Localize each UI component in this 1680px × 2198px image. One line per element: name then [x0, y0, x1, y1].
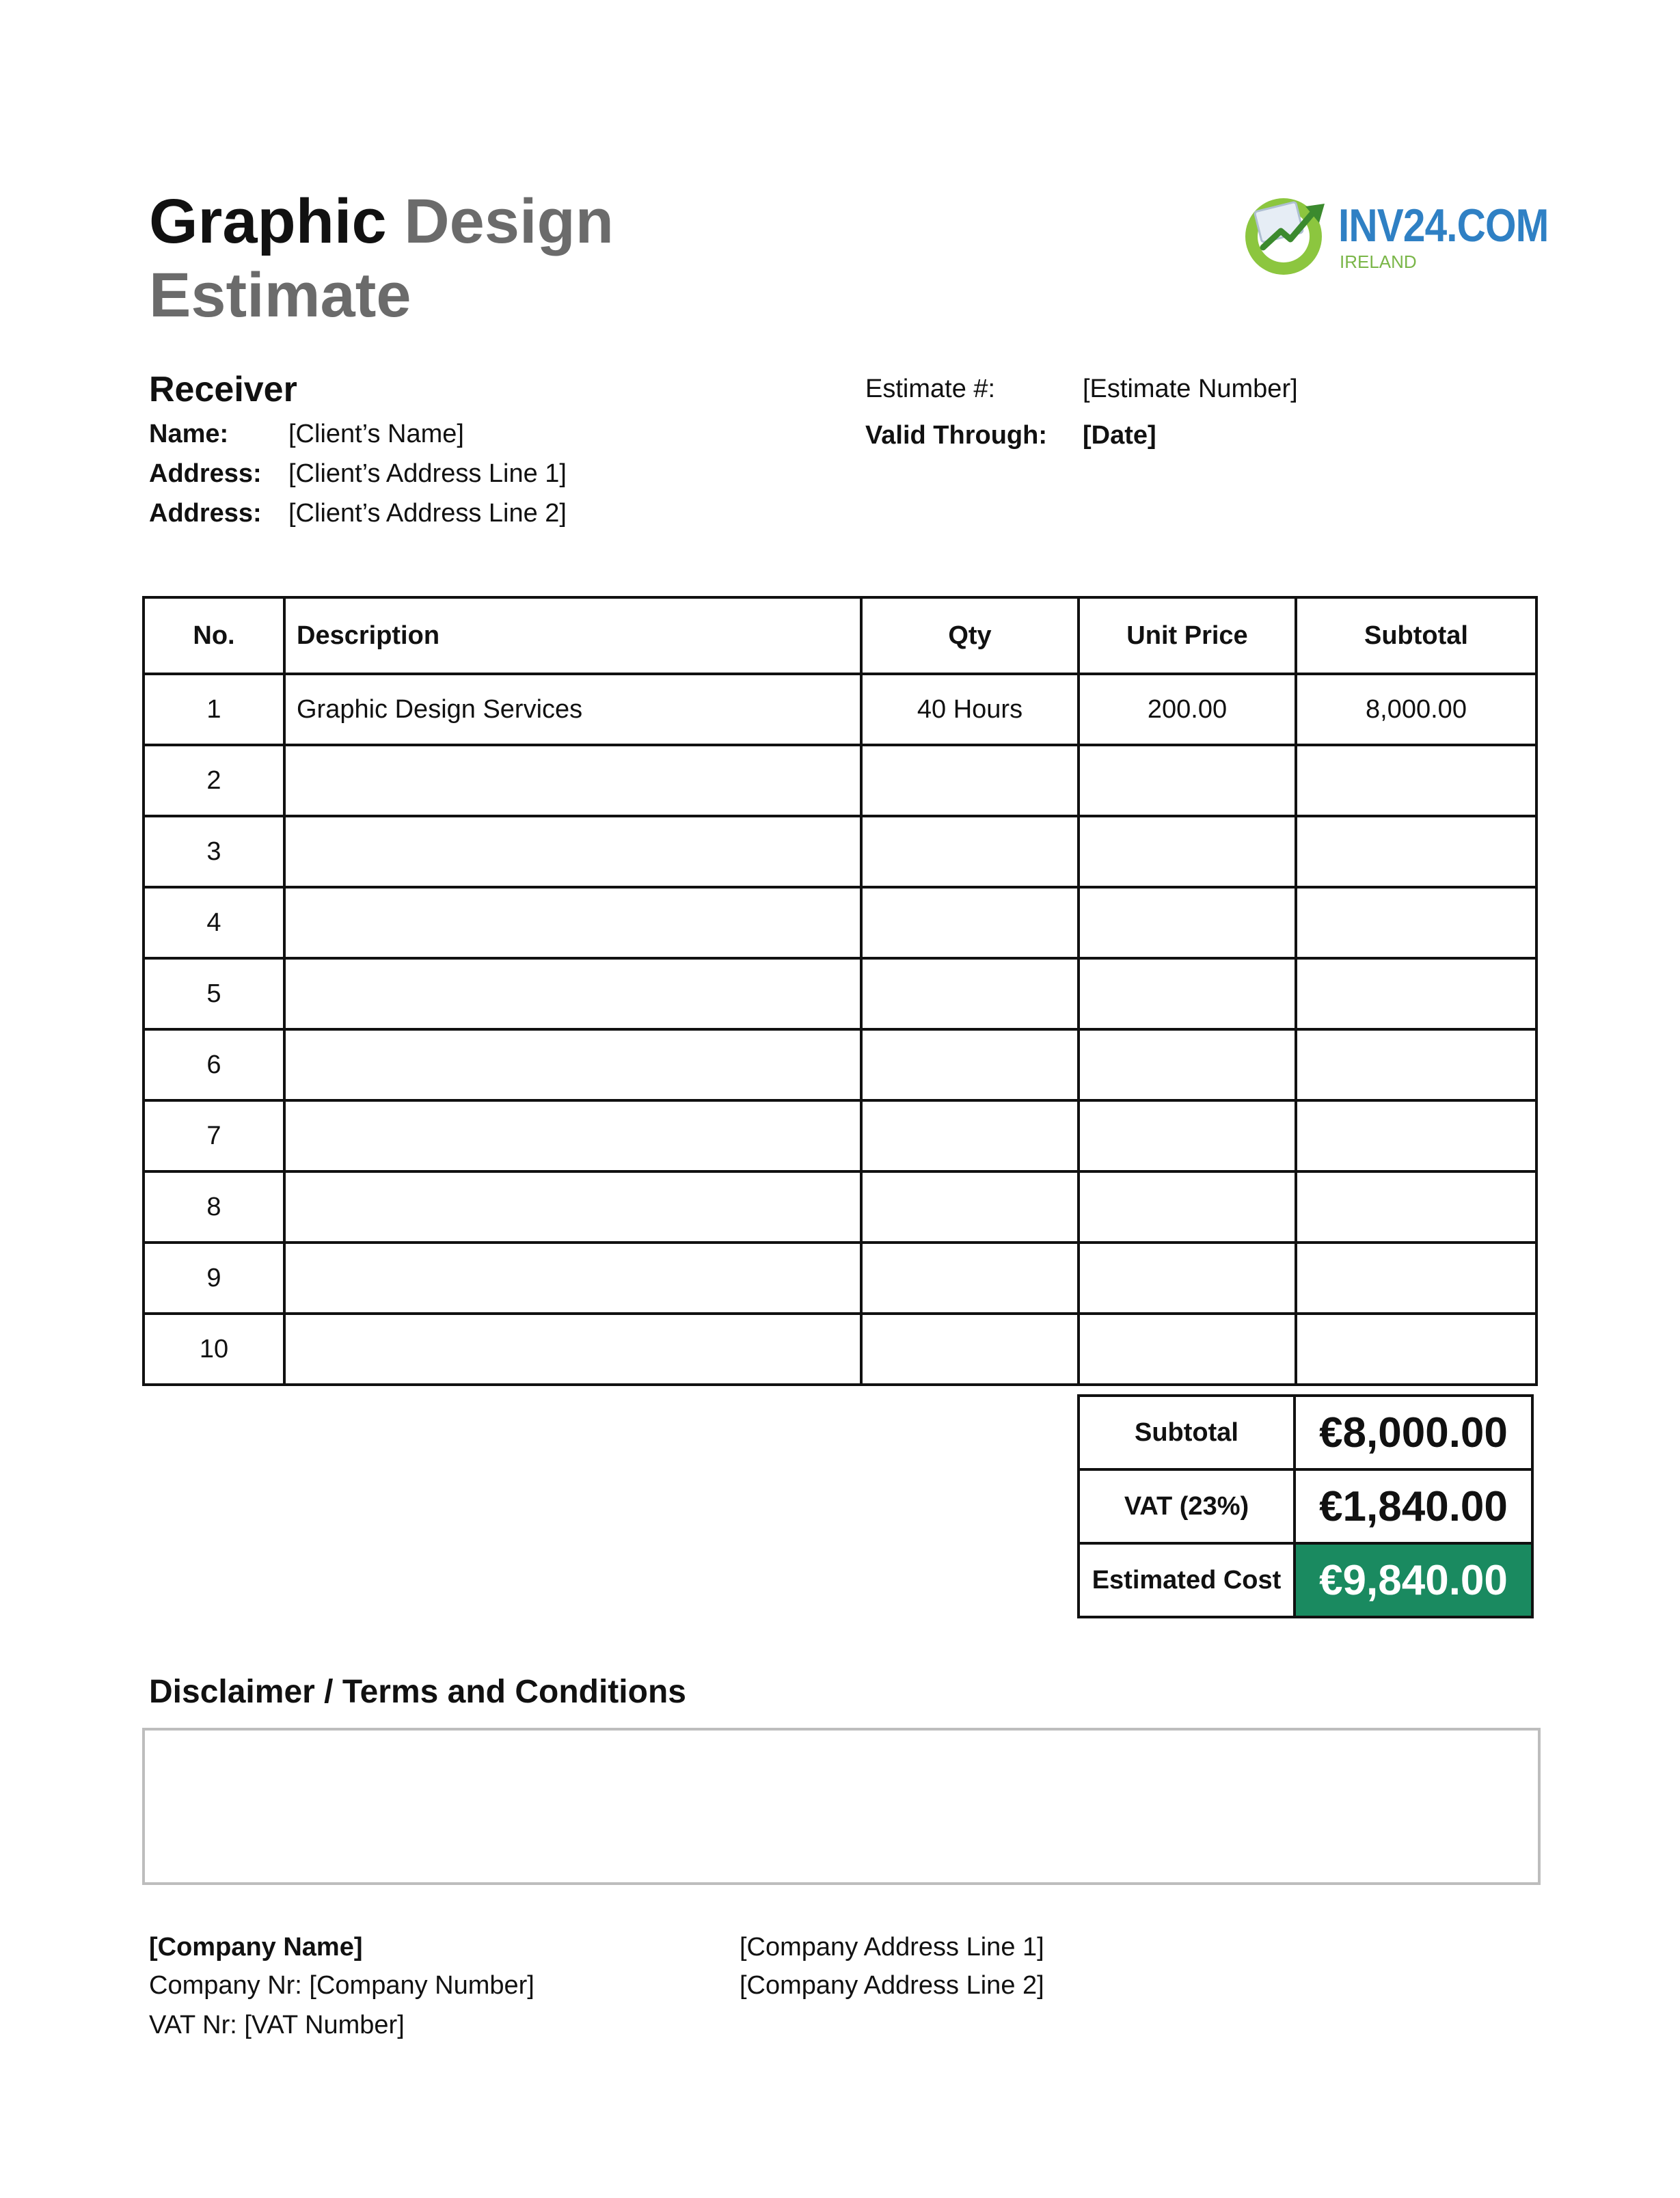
- logo-brand-text: INV24.COM: [1338, 200, 1549, 252]
- row-unit-price: [1079, 958, 1296, 1029]
- header-description: Description: [284, 597, 861, 674]
- row-unit-price: [1079, 1171, 1296, 1243]
- header-unit-price: Unit Price: [1079, 597, 1296, 674]
- vat-label: VAT (23%): [1079, 1469, 1295, 1543]
- row-unit-price: [1079, 1100, 1296, 1171]
- row-unit-price: [1079, 887, 1296, 958]
- document-title: [149, 185, 614, 332]
- estimate-number-value: [Estimate Number]: [1083, 375, 1298, 403]
- receiver-name-label: Name:: [149, 420, 229, 448]
- company-number: Company Nr: [Company Number]: [149, 1971, 534, 2000]
- row-number: 8: [144, 1171, 284, 1243]
- row-unit-price: [1079, 1314, 1296, 1385]
- header-subtotal: Subtotal: [1296, 597, 1536, 674]
- row-number: 4: [144, 887, 284, 958]
- row-description: [284, 1243, 861, 1314]
- table-row: [144, 816, 1536, 887]
- row-subtotal: [1296, 816, 1536, 887]
- receiver-heading: Receiver: [149, 370, 297, 409]
- row-description: [284, 745, 861, 816]
- row-qty: [861, 816, 1079, 887]
- line-items-table: [142, 596, 1538, 1386]
- valid-through-value: [Date]: [1083, 421, 1156, 450]
- table-row: [144, 745, 1536, 816]
- row-qty: [861, 1243, 1079, 1314]
- estimate-number-label: Estimate #:: [865, 375, 996, 403]
- subtotal-value: €8,000.00: [1295, 1396, 1532, 1469]
- row-subtotal: [1296, 958, 1536, 1029]
- totals-subtotal-row: [1079, 1396, 1532, 1469]
- row-qty: [861, 1314, 1079, 1385]
- row-unit-price: [1079, 1029, 1296, 1100]
- valid-through-label: Valid Through:: [865, 421, 1047, 450]
- row-description: [284, 1314, 861, 1385]
- company-address-line2: [Company Address Line 2]: [740, 1971, 1044, 2000]
- table-row: [144, 1243, 1536, 1314]
- row-qty: [861, 1100, 1079, 1171]
- row-description: [284, 887, 861, 958]
- company-vat-number: VAT Nr: [VAT Number]: [149, 2011, 405, 2039]
- row-subtotal: [1296, 1029, 1536, 1100]
- row-description: [284, 816, 861, 887]
- inv24-logo-icon: [1243, 191, 1331, 280]
- row-subtotal: 8,000.00: [1296, 674, 1536, 745]
- terms-textbox[interactable]: [142, 1728, 1541, 1885]
- row-qty: [861, 745, 1079, 816]
- table-row: [144, 887, 1536, 958]
- table-row: [144, 1100, 1536, 1171]
- estimated-cost-label: Estimated Cost: [1079, 1543, 1295, 1617]
- receiver-address2-label: Address:: [149, 499, 262, 528]
- logo-country-text: IRELAND: [1340, 252, 1417, 272]
- row-unit-price: [1079, 745, 1296, 816]
- title-word-graphic: Graphic: [149, 187, 387, 256]
- totals-vat-row: [1079, 1469, 1532, 1543]
- row-description: Graphic Design Services: [284, 674, 861, 745]
- title-word-design: Design: [404, 187, 614, 256]
- row-number: 7: [144, 1100, 284, 1171]
- row-qty: 40 Hours: [861, 674, 1079, 745]
- row-number: 5: [144, 958, 284, 1029]
- row-qty: [861, 958, 1079, 1029]
- row-description: [284, 1171, 861, 1243]
- company-address-line1: [Company Address Line 1]: [740, 1933, 1044, 1962]
- row-number: 1: [144, 674, 284, 745]
- subtotal-label: Subtotal: [1079, 1396, 1295, 1469]
- terms-heading: Disclaimer / Terms and Conditions: [149, 1674, 686, 1710]
- row-number: 6: [144, 1029, 284, 1100]
- row-unit-price: [1079, 816, 1296, 887]
- company-name: [Company Name]: [149, 1933, 363, 1962]
- row-number: 10: [144, 1314, 284, 1385]
- table-row: [144, 1029, 1536, 1100]
- table-header-row: [144, 597, 1536, 674]
- row-unit-price: [1079, 1243, 1296, 1314]
- row-subtotal: [1296, 745, 1536, 816]
- estimated-cost-value: €9,840.00: [1295, 1543, 1532, 1617]
- table-row: [144, 1314, 1536, 1385]
- row-number: 3: [144, 816, 284, 887]
- row-qty: [861, 887, 1079, 958]
- row-subtotal: [1296, 1100, 1536, 1171]
- header-no: No.: [144, 597, 284, 674]
- row-subtotal: [1296, 887, 1536, 958]
- header-qty: Qty: [861, 597, 1079, 674]
- receiver-address1-value: [Client’s Address Line 1]: [288, 459, 567, 488]
- row-qty: [861, 1029, 1079, 1100]
- row-description: [284, 958, 861, 1029]
- title-word-estimate: Estimate: [149, 260, 411, 330]
- receiver-address2-value: [Client’s Address Line 2]: [288, 499, 567, 528]
- totals-table: [1077, 1394, 1534, 1618]
- row-number: 2: [144, 745, 284, 816]
- row-description: [284, 1100, 861, 1171]
- row-description: [284, 1029, 861, 1100]
- table-row: [144, 1171, 1536, 1243]
- vat-value: €1,840.00: [1295, 1469, 1532, 1543]
- totals-estimated-row: [1079, 1543, 1532, 1617]
- table-row: [144, 958, 1536, 1029]
- row-unit-price: 200.00: [1079, 674, 1296, 745]
- row-number: 9: [144, 1243, 284, 1314]
- row-subtotal: [1296, 1171, 1536, 1243]
- row-qty: [861, 1171, 1079, 1243]
- receiver-name-value: [Client’s Name]: [288, 420, 464, 448]
- receiver-address1-label: Address:: [149, 459, 262, 488]
- row-subtotal: [1296, 1314, 1536, 1385]
- table-row: [144, 674, 1536, 745]
- row-subtotal: [1296, 1243, 1536, 1314]
